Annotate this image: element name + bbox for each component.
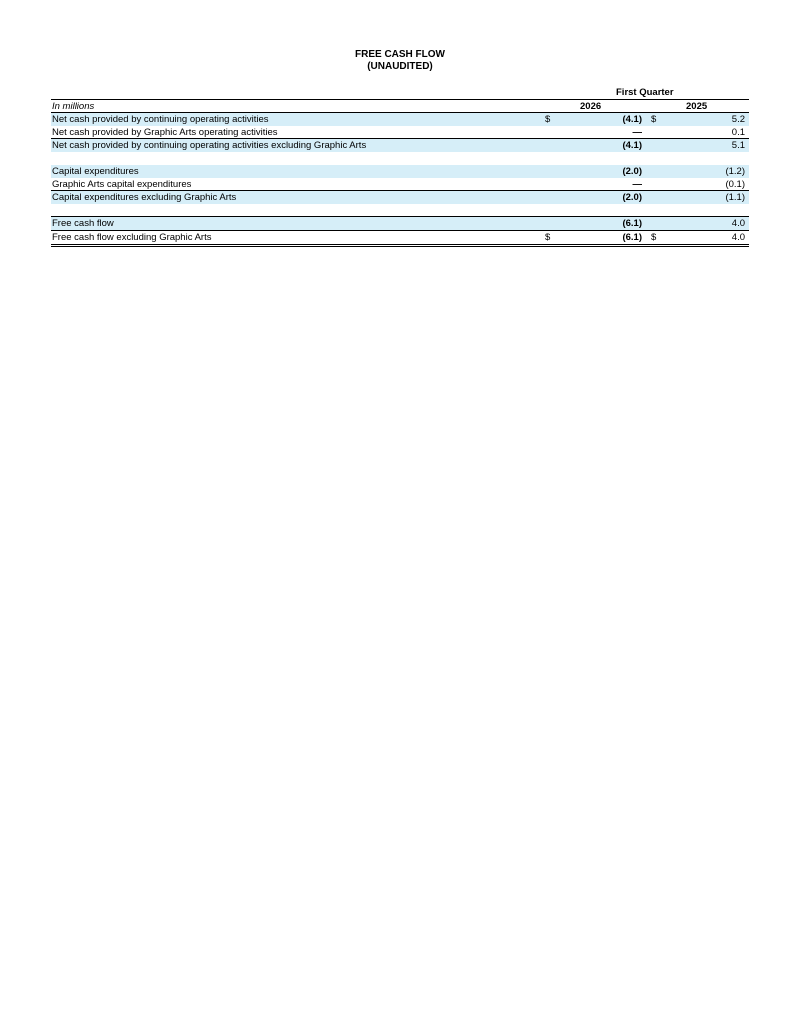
units-label: In millions — [52, 101, 95, 112]
column-header-2026: 2026 — [580, 101, 602, 112]
value-2026: (6.1) — [622, 232, 642, 243]
table-row — [51, 126, 749, 139]
value-2025: (1.2) — [725, 166, 745, 177]
value-2026: — — [632, 179, 642, 190]
row-label: Net cash provided by continuing operating activities — [52, 114, 269, 125]
table-row — [51, 178, 749, 191]
value-2025: 5.2 — [731, 114, 745, 125]
value-2026: — — [632, 127, 642, 138]
dollar-sign: $ — [545, 114, 551, 125]
value-2026: (2.0) — [622, 166, 642, 177]
row-label: Graphic Arts capital expenditures — [52, 179, 192, 190]
value-2025: (0.1) — [725, 179, 745, 190]
row-label: Net cash provided by Graphic Arts operating activities — [52, 127, 278, 138]
report-title: FREE CASH FLOW — [355, 49, 445, 60]
table-row — [51, 165, 749, 178]
row-label: Capital expenditures excluding Graphic Arts — [52, 192, 237, 203]
table-row — [51, 113, 749, 126]
row-label: Net cash provided by continuing operating activities excluding Graphic Arts — [52, 140, 367, 151]
table-row — [51, 191, 749, 204]
row-label: Free cash flow excluding Graphic Arts — [52, 232, 212, 243]
table-row — [51, 216, 749, 231]
dollar-sign: $ — [651, 114, 657, 125]
value-2025: 4.0 — [731, 232, 745, 243]
report-subtitle: (UNAUDITED) — [367, 61, 433, 72]
value-2025: 0.1 — [731, 127, 745, 138]
column-header-2025: 2025 — [686, 101, 708, 112]
table-row — [51, 139, 749, 152]
row-label: Capital expenditures — [52, 166, 139, 177]
spacer — [51, 204, 749, 216]
table-row — [51, 231, 749, 247]
value-2026: (2.0) — [622, 192, 642, 203]
value-2026: (4.1) — [622, 114, 642, 125]
free-cash-flow-table — [51, 86, 749, 247]
row-label: Free cash flow — [52, 218, 114, 229]
period-header-row — [51, 86, 749, 99]
column-header-row — [51, 99, 749, 113]
value-2025: (1.1) — [725, 192, 745, 203]
value-2025: 4.0 — [731, 218, 745, 229]
dollar-sign: $ — [545, 232, 551, 243]
spacer — [51, 152, 749, 165]
value-2026: (4.1) — [622, 140, 642, 151]
period-header: First Quarter — [616, 87, 674, 98]
value-2025: 5.1 — [731, 140, 745, 151]
dollar-sign: $ — [651, 232, 657, 243]
value-2026: (6.1) — [622, 218, 642, 229]
